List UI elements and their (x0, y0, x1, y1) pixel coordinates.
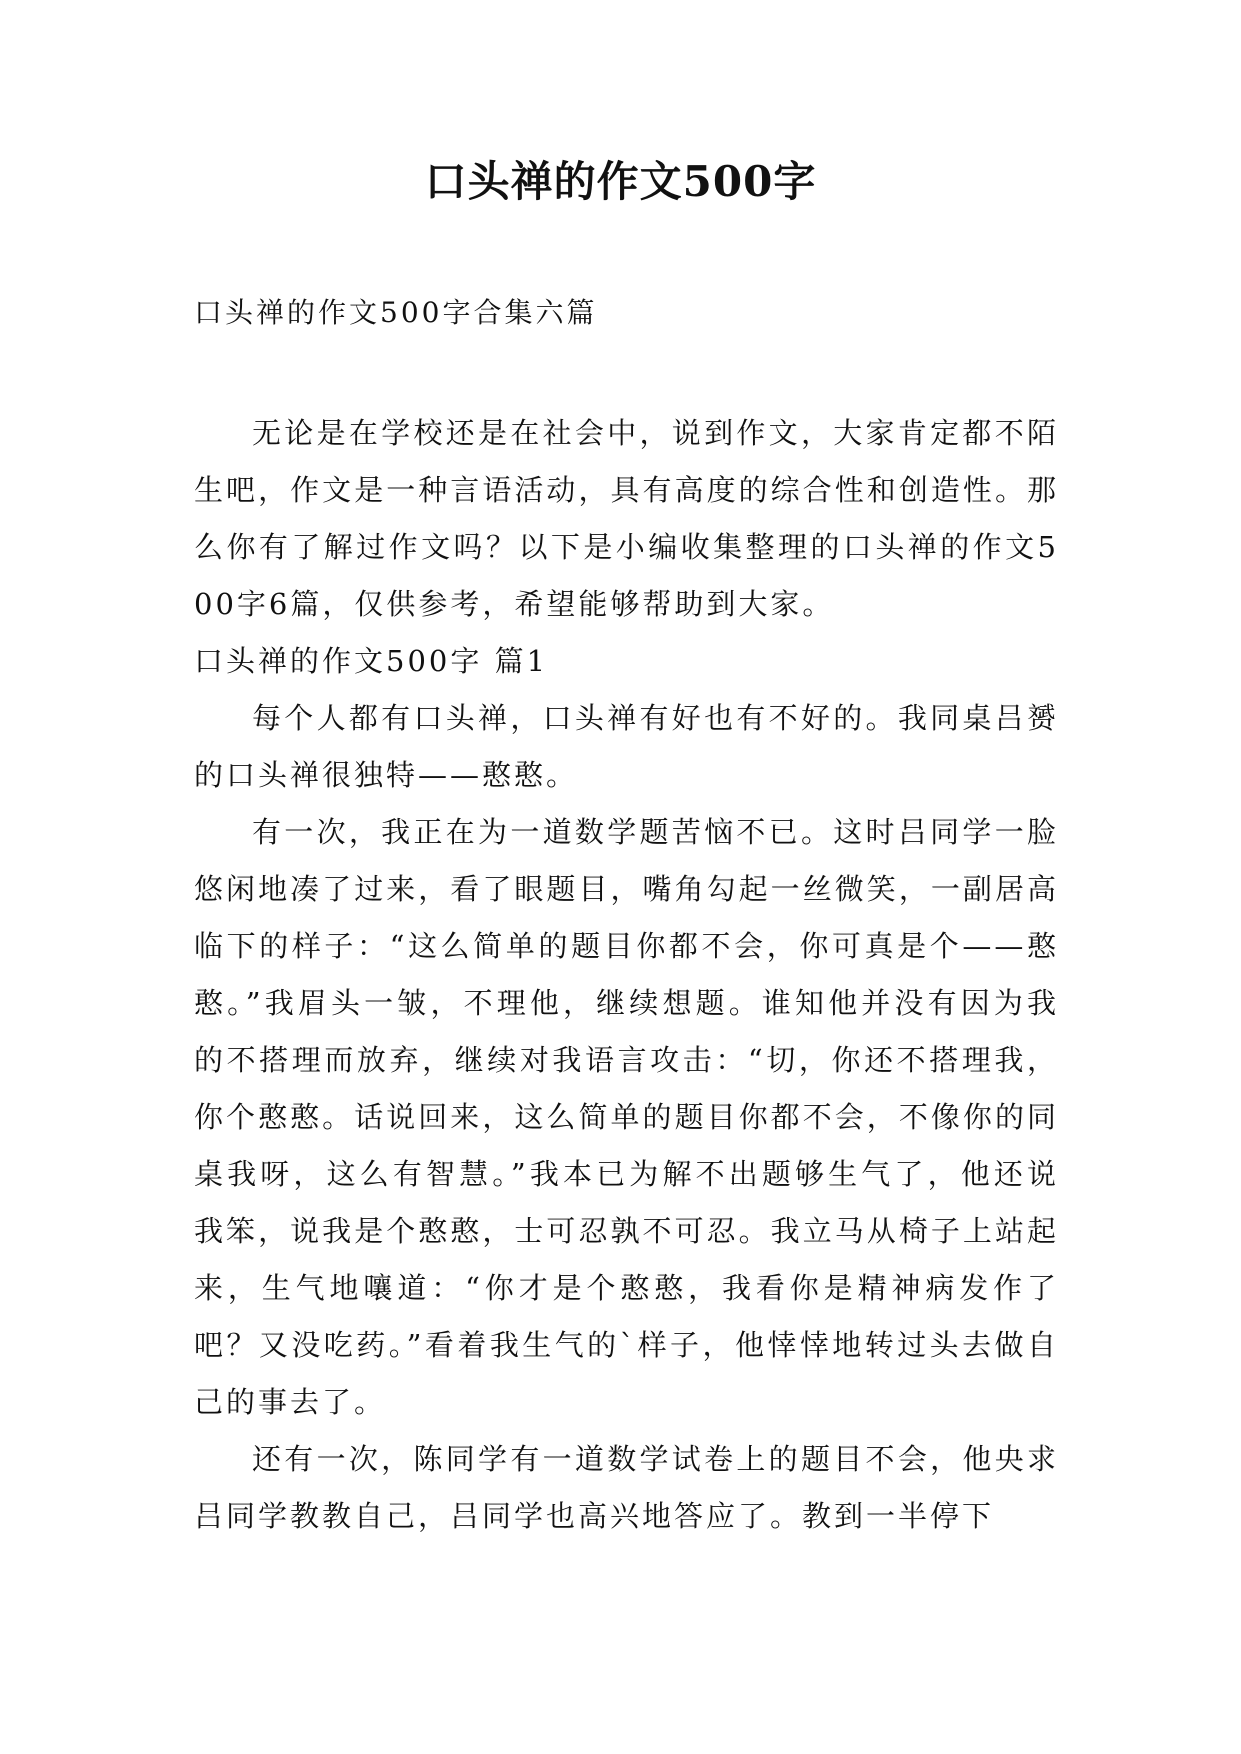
paragraph-2: 有一次，我正在为一道数学题苦恼不已。这时吕同学一脸悠闲地凑了过来，看了眼题目，嘴角勾起一丝微笑，一副居高临下的样子：“这么简单的题目你都不会，你可真是个——憨憨。”我眉头一皱，不理他，继续想题。谁知他并没有因为我的不搭理而放弃，继续对我语言攻击：“切，你还不搭理我，你个憨憨。话说回来，这么简单的题目你都不会，不像你的同桌我呀，这么有智慧。”我本已为解不出题够生气了，他还说我笨，说我是个憨憨，士可忍孰不可忍。我立马从椅子上站起来，生气地嚷道：“你才是个憨憨，我看你是精神病发作了吧？又没吃药。”看着我生气的`样子，他悻悻地转过头去做自己的事去了。 (194, 815, 1059, 1419)
paragraph-3: 还有一次，陈同学有一道数学试卷上的题目不会，他央求吕同学教教自己，吕同学也高兴地答应了。教到一半停下 (194, 1442, 1059, 1533)
document-body (194, 405, 1059, 1545)
intro-paragraph: 无论是在学校还是在社会中，说到作文，大家肯定都不陌生吧，作文是一种言语活动，具有高度的综合性和创造性。那么你有了解过作文吗？以下是小编收集整理的口头禅的作文500字6篇，仅供参考，希望能够帮助到大家。 (194, 416, 1059, 621)
paragraph-1: 每个人都有口头禅，口头禅有好也有不好的。我同桌吕赟的口头禅很独特——憨憨。 (194, 701, 1059, 792)
section-heading: 口头禅的作文500字 篇1 (194, 644, 549, 678)
document-subtitle: 口头禅的作文500字合集六篇 (194, 296, 598, 329)
document-title: 口头禅的作文500字 (424, 157, 817, 206)
